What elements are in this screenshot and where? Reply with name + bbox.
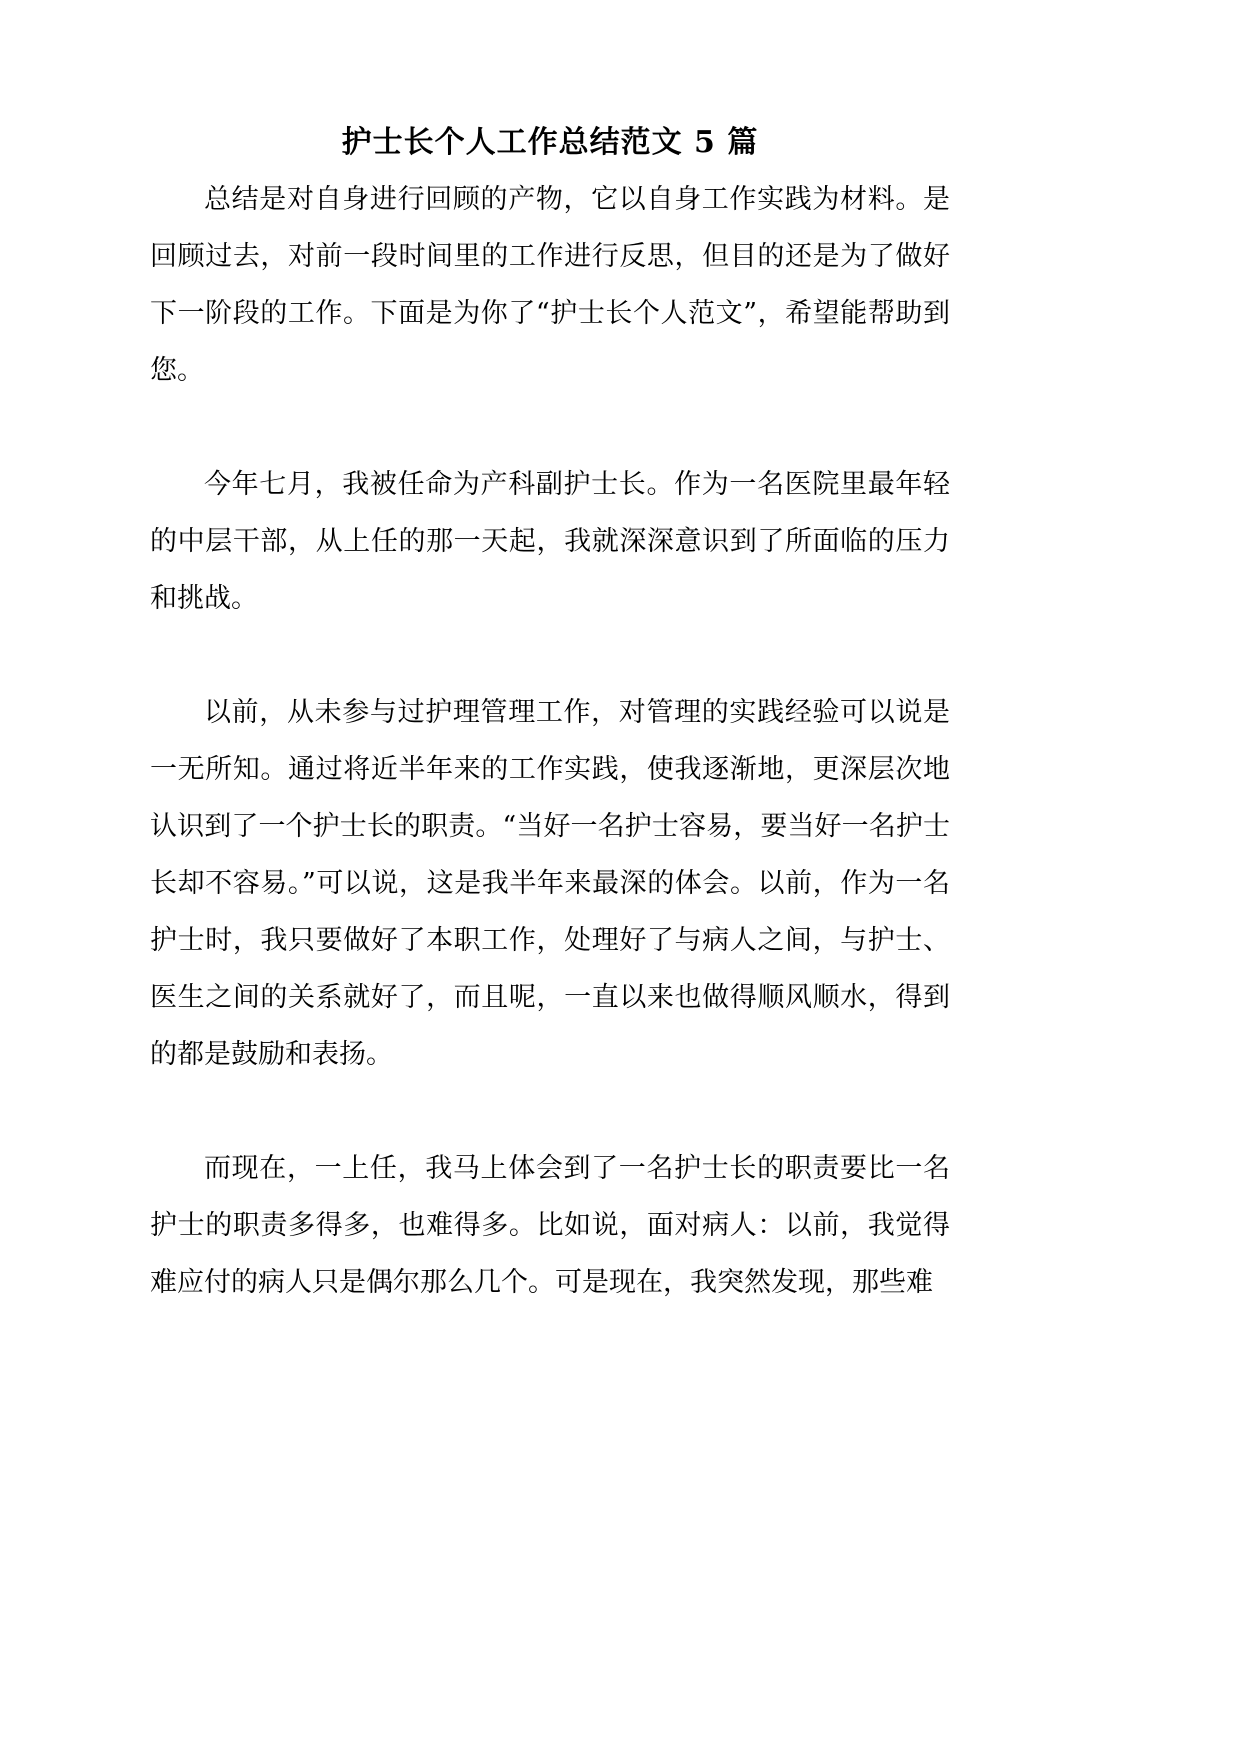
paragraph-1: 总结是对自身进行回顾的产物，它以自身工作实践为材料。是回顾过去，对前一段时间里的工作进行反思，但目的还是为了做好下一阶段的工作。下面是为你了“护士长个人范文”，希望能帮助到您。 [150,184,950,386]
document-body [150,120,950,1311]
paragraph-spacer [150,399,950,456]
paragraph-3: 以前，从未参与过护理管理工作，对管理的实践经验可以说是一无所知。通过将近半年来的工作实践，使我逐渐地，更深层次地认识到了一个护士长的职责。“当好一名护士容易，要当好一名护士长却不容易。”可以说，这是我半年来最深的体会。以前，作为一名护士时，我只要做好了本职工作，处理好了与病人之间，与护士、医生之间的关系就好了，而且呢，一直以来也做得顺风顺水，得到的都是鼓励和表扬。 [150,697,950,1070]
paragraph-2: 今年七月，我被任命为产科副护士长。作为一名医院里最年轻的中层干部，从上任的那一天起，我就深深意识到了所面临的压力和挑战。 [150,469,950,614]
page-title: 护士长个人工作总结范文 5 篇 [341,125,759,160]
paragraph-spacer [150,1083,950,1140]
paragraph-4: 而现在，一上任，我马上体会到了一名护士长的职责要比一名护士的职责多得多，也难得多。比如说，面对病人：以前，我觉得难应付的病人只是偶尔那么几个。可是现在，我突然发现，那些难 [150,1153,950,1298]
paragraph-spacer [150,627,950,684]
